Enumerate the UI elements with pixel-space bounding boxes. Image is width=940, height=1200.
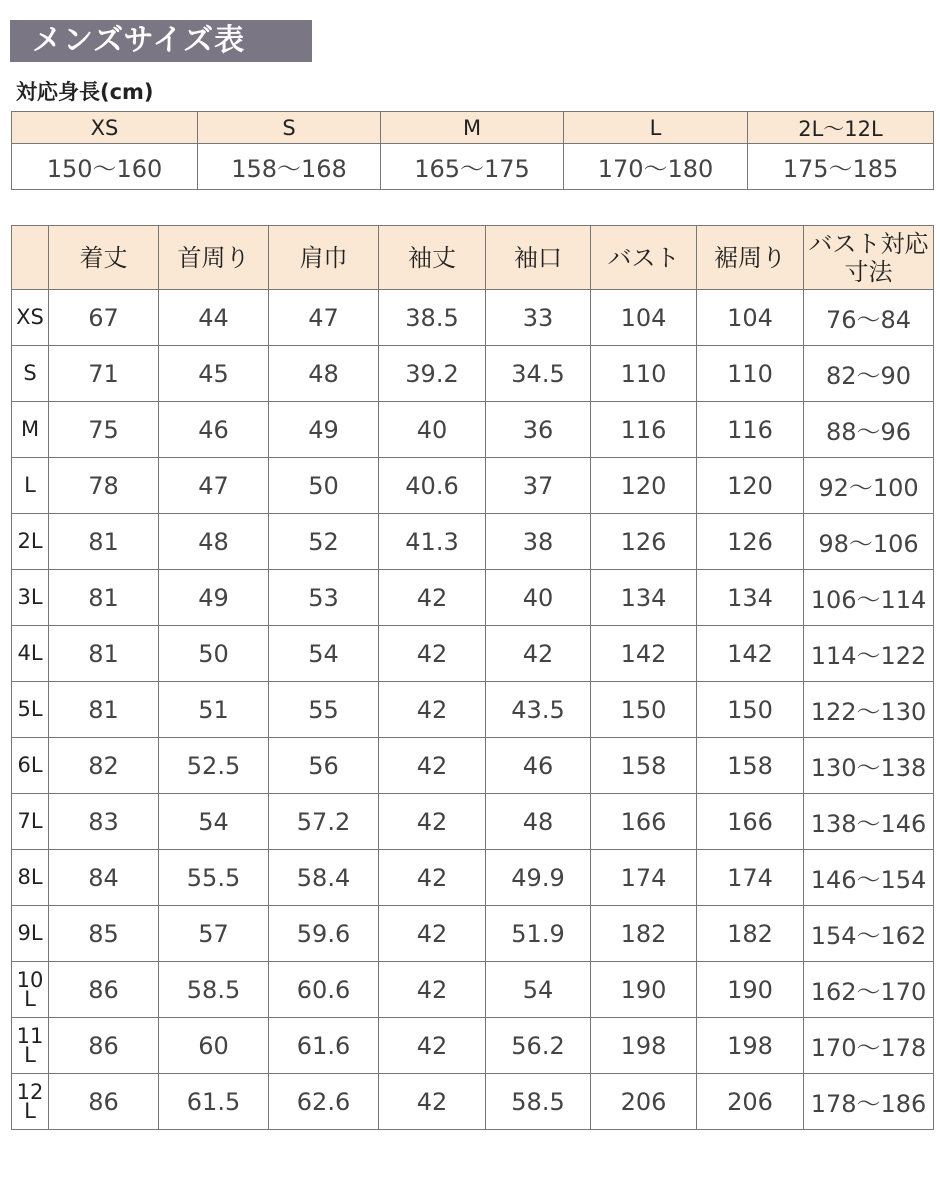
height-value-s: 158〜168 [198,144,381,190]
table-cell: 54 [269,626,379,682]
table-cell: 41.3 [379,514,486,570]
table-cell: 126 [591,514,697,570]
height-table-header-row [12,112,934,144]
table-row [12,458,934,514]
table-cell: 182 [591,906,697,962]
height-section-label: 対応身長(cm) [16,80,154,104]
table-row [12,738,934,794]
height-table-value-row [12,144,934,190]
size-label: 2L [12,514,49,570]
table-cell: 49 [269,402,379,458]
table-cell: 104 [697,290,804,346]
size-label: 11L [12,1018,49,1074]
table-cell: 174 [697,850,804,906]
table-cell: 42 [379,850,486,906]
table-cell: 142 [697,626,804,682]
table-cell: 48 [486,794,591,850]
table-cell: 62.6 [269,1074,379,1130]
table-cell: 198 [697,1018,804,1074]
table-cell: 40 [486,570,591,626]
table-cell: 86 [49,962,159,1018]
header-cuff: 袖口 [486,226,591,290]
table-cell: 142 [591,626,697,682]
size-label: 10L [12,962,49,1018]
height-value-xs: 150〜160 [12,144,198,190]
table-cell: 48 [159,514,269,570]
table-cell: 47 [269,290,379,346]
table-cell: 61.6 [269,1018,379,1074]
table-cell: 44 [159,290,269,346]
table-cell: 42 [379,962,486,1018]
table-cell: 40 [379,402,486,458]
table-cell: 33 [486,290,591,346]
table-cell: 162〜170 [804,962,934,1018]
table-cell: 51 [159,682,269,738]
table-cell: 49.9 [486,850,591,906]
table-cell: 42 [379,794,486,850]
header-shoulder: 肩巾 [269,226,379,290]
table-cell: 55.5 [159,850,269,906]
table-cell: 134 [697,570,804,626]
height-table [11,111,934,190]
table-cell: 88〜96 [804,402,934,458]
table-cell: 120 [697,458,804,514]
table-cell: 86 [49,1018,159,1074]
table-cell: 50 [269,458,379,514]
table-cell: 42 [486,626,591,682]
size-table [11,225,934,1130]
table-cell: 48 [269,346,379,402]
table-cell: 59.6 [269,906,379,962]
table-cell: 166 [591,794,697,850]
table-cell: 75 [49,402,159,458]
table-cell: 110 [697,346,804,402]
table-cell: 81 [49,514,159,570]
table-cell: 58.5 [159,962,269,1018]
table-cell: 67 [49,290,159,346]
size-label: 4L [12,626,49,682]
table-row [12,682,934,738]
table-cell: 86 [49,1074,159,1130]
table-cell: 76〜84 [804,290,934,346]
table-cell: 82 [49,738,159,794]
size-label: 8L [12,850,49,906]
table-cell: 190 [697,962,804,1018]
table-cell: 150 [697,682,804,738]
table-cell: 57.2 [269,794,379,850]
table-cell: 56.2 [486,1018,591,1074]
table-cell: 57 [159,906,269,962]
size-label: 12L [12,1074,49,1130]
table-cell: 53 [269,570,379,626]
table-cell: 126 [697,514,804,570]
table-cell: 52.5 [159,738,269,794]
height-value-m: 165〜175 [381,144,564,190]
table-cell: 38.5 [379,290,486,346]
table-cell: 49 [159,570,269,626]
table-cell: 51.9 [486,906,591,962]
table-row [12,570,934,626]
size-table-corner [12,226,49,290]
table-cell: 130〜138 [804,738,934,794]
page-title: メンズサイズ表 [10,20,312,62]
size-label: M [12,402,49,458]
table-cell: 71 [49,346,159,402]
table-cell: 78 [49,458,159,514]
table-cell: 50 [159,626,269,682]
table-row [12,346,934,402]
table-cell: 154〜162 [804,906,934,962]
table-cell: 170〜178 [804,1018,934,1074]
size-table-body [12,290,934,1130]
table-cell: 42 [379,1074,486,1130]
table-cell: 42 [379,906,486,962]
table-cell: 104 [591,290,697,346]
table-cell: 178〜186 [804,1074,934,1130]
table-cell: 158 [591,738,697,794]
table-cell: 81 [49,682,159,738]
table-cell: 42 [379,626,486,682]
table-row [12,402,934,458]
table-cell: 83 [49,794,159,850]
table-cell: 60 [159,1018,269,1074]
table-cell: 182 [697,906,804,962]
table-cell: 120 [591,458,697,514]
size-label: L [12,458,49,514]
table-cell: 58.4 [269,850,379,906]
table-cell: 36 [486,402,591,458]
table-cell: 61.5 [159,1074,269,1130]
table-cell: 46 [486,738,591,794]
table-cell: 52 [269,514,379,570]
table-cell: 116 [697,402,804,458]
table-cell: 54 [159,794,269,850]
size-label: 9L [12,906,49,962]
table-cell: 166 [697,794,804,850]
table-cell: 81 [49,626,159,682]
height-header-2l-12l: 2L〜12L [748,112,934,144]
table-cell: 116 [591,402,697,458]
table-cell: 92〜100 [804,458,934,514]
table-cell: 34.5 [486,346,591,402]
table-row [12,962,934,1018]
table-row [12,1018,934,1074]
table-cell: 110 [591,346,697,402]
height-value-l: 170〜180 [564,144,748,190]
height-header-m: M [381,112,564,144]
table-cell: 138〜146 [804,794,934,850]
table-cell: 42 [379,738,486,794]
table-cell: 106〜114 [804,570,934,626]
table-cell: 206 [591,1074,697,1130]
height-header-s: S [198,112,381,144]
table-cell: 46 [159,402,269,458]
table-cell: 43.5 [486,682,591,738]
size-label: 5L [12,682,49,738]
table-cell: 60.6 [269,962,379,1018]
table-cell: 190 [591,962,697,1018]
size-label: 6L [12,738,49,794]
header-hem: 裾周り [697,226,804,290]
table-cell: 58.5 [486,1074,591,1130]
table-cell: 56 [269,738,379,794]
table-cell: 98〜106 [804,514,934,570]
table-cell: 81 [49,570,159,626]
table-cell: 45 [159,346,269,402]
table-row [12,514,934,570]
table-cell: 39.2 [379,346,486,402]
table-cell: 150 [591,682,697,738]
table-row [12,290,934,346]
table-row [12,906,934,962]
table-cell: 85 [49,906,159,962]
table-cell: 55 [269,682,379,738]
header-neck: 首周り [159,226,269,290]
size-label: 7L [12,794,49,850]
table-cell: 54 [486,962,591,1018]
table-cell: 174 [591,850,697,906]
table-cell: 82〜90 [804,346,934,402]
size-label: 3L [12,570,49,626]
table-cell: 84 [49,850,159,906]
table-cell: 42 [379,682,486,738]
header-length: 着丈 [49,226,159,290]
table-cell: 134 [591,570,697,626]
table-cell: 42 [379,1018,486,1074]
header-bust-fit: バスト対応寸法 [804,226,934,290]
table-row [12,626,934,682]
height-header-xs: XS [12,112,198,144]
table-cell: 40.6 [379,458,486,514]
height-value-2l-12l: 175〜185 [748,144,934,190]
table-cell: 158 [697,738,804,794]
table-cell: 198 [591,1018,697,1074]
table-cell: 206 [697,1074,804,1130]
table-row [12,1074,934,1130]
size-label: XS [12,290,49,346]
table-cell: 37 [486,458,591,514]
table-cell: 47 [159,458,269,514]
header-bust: バスト [591,226,697,290]
table-cell: 42 [379,570,486,626]
height-header-l: L [564,112,748,144]
table-row [12,794,934,850]
table-cell: 122〜130 [804,682,934,738]
table-cell: 114〜122 [804,626,934,682]
table-cell: 38 [486,514,591,570]
header-sleeve-length: 袖丈 [379,226,486,290]
size-label: S [12,346,49,402]
table-row [12,850,934,906]
size-table-header-row [12,226,934,290]
table-cell: 146〜154 [804,850,934,906]
